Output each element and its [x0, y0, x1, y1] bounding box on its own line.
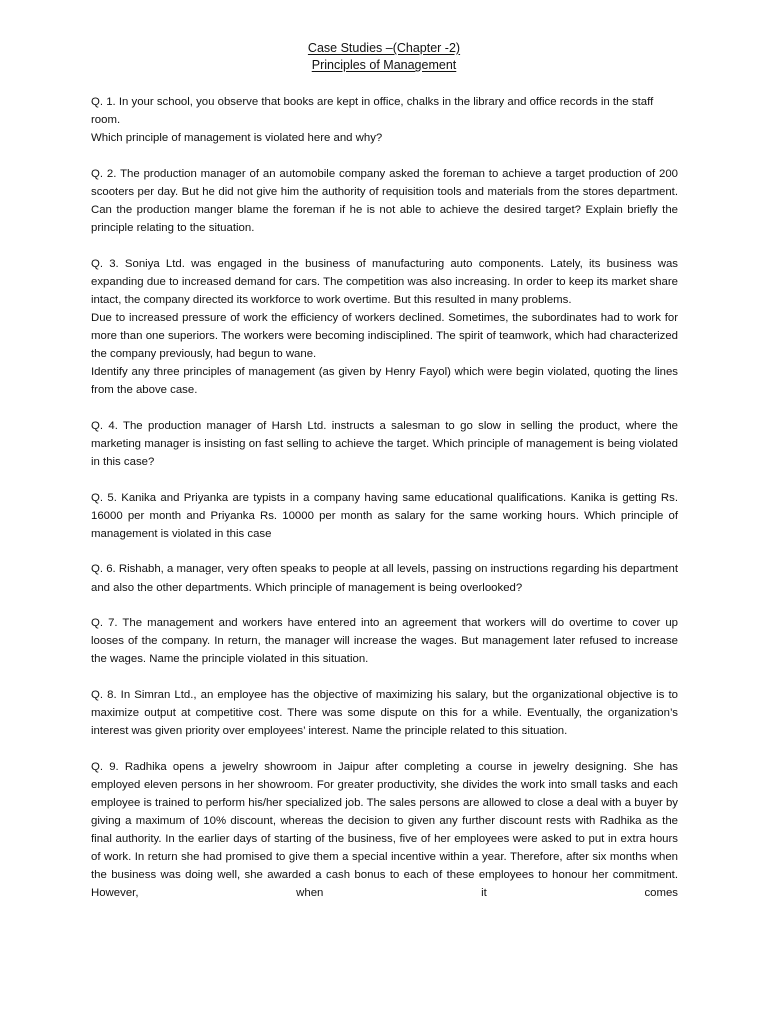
document-subtitle: Principles of Management [311, 58, 457, 72]
question-5 [91, 489, 678, 543]
question-4 [91, 417, 678, 471]
question-3-paragraph-2: Due to increased pressure of work the efficiency of workers declined. Sometimes, the subordinates had to work for more than one superiors. The workers were becoming indisciplined. The spirit of teamwork, which had characterized the company previously, had begun to wane. [91, 311, 678, 361]
question-6 [91, 560, 678, 596]
question-2 [91, 165, 678, 237]
question-5-paragraph-1: Q. 5. Kanika and Priyanka are typists in a company having same educational qualifications. Kanika is getting Rs. 16000 per month and Priyanka Rs. 10000 per month as salary for the same working hours. Which principle of management is violated in this case [91, 491, 678, 540]
question-4-paragraph-1: Q. 4. The production manager of Harsh Ltd. instructs a salesman to go slow in selling the product, where the marketing manager is insisting on fast selling to achieve the target. Which principle of management is being violated in this case? [91, 419, 678, 469]
question-3-paragraph-3: Identify any three principles of management (as given by Henry Fayol) which were begin violated, quoting the lines from the above case. [91, 366, 678, 397]
question-9 [91, 758, 678, 903]
question-7 [91, 614, 678, 668]
question-1 [91, 93, 678, 147]
document-header [0, 40, 768, 74]
questions-list [91, 93, 678, 920]
question-7-paragraph-1: Q. 7. The management and workers have entered into an agreement that workers will do overtime to cover up looses of the company. In return, the manager will increase the wages. But management later refused to increase the wages. Name the principle violated in this situation. [91, 617, 678, 666]
document-title: Case Studies –(Chapter -2) [307, 41, 461, 55]
question-9-paragraph-1: Q. 9. Radhika opens a jewelry showroom in Jaipur after completing a course in jewelry designing. She has employed eleven persons in her showroom. For greater productivity, she divides the work into small tasks and each employee is trained to perform his/her specialized job. The sales persons are allowed to close a deal with a buyer by giving a maximum of 10% discount, whereas the decision to given any further discount rests with Radhika as the final authority. In the earlier days of starting of the business, five of her employees were asked to put in extra hours of work. In return she had promised to give them a special incentive within a year. Therefore, after six months when the business was doing well, she awarded a cash bonus to each of these employees to honour her commitment. However, when it comes [91, 760, 678, 900]
question-2-paragraph-1: Q. 2. The production manager of an automobile company asked the foreman to achieve a target production of 200 scooters per day. But he did not give him the authority of requisition tools and materials from the stores department. Can the production manger blame the foreman if he is not able to achieve the desired target? Explain briefly the principle relating to the situation. [91, 167, 678, 235]
question-6-paragraph-1: Q. 6. Rishabh, a manager, very often speaks to people at all levels, passing on instructions regarding his department and also the other departments. Which principle of management is being overlooked? [91, 563, 678, 594]
question-3 [91, 255, 678, 400]
question-8-paragraph-1: Q. 8. In Simran Ltd., an employee has the objective of maximizing his salary, but the organizational objective is to maximize output at competitive cost. There was some dispute on this for a while. Eventually, the organization’s interest was given priority over employees’ interest. Name the principle related to this situation. [91, 688, 678, 738]
question-8 [91, 686, 678, 740]
question-3-paragraph-1: Q. 3. Soniya Ltd. was engaged in the business of manufacturing auto components. Lately, its business was expanding due to increased demand for cars. The competition was also increasing. In order to keep its market share intact, the company directed its workforce to work overtime. But this resulted in many problems. [91, 257, 678, 306]
question-1-paragraph-1: Q. 1. In your school, you observe that books are kept in office, chalks in the library and office records in the staff room. [91, 96, 654, 127]
question-1-paragraph-2: Which principle of management is violated here and why? [91, 132, 383, 145]
